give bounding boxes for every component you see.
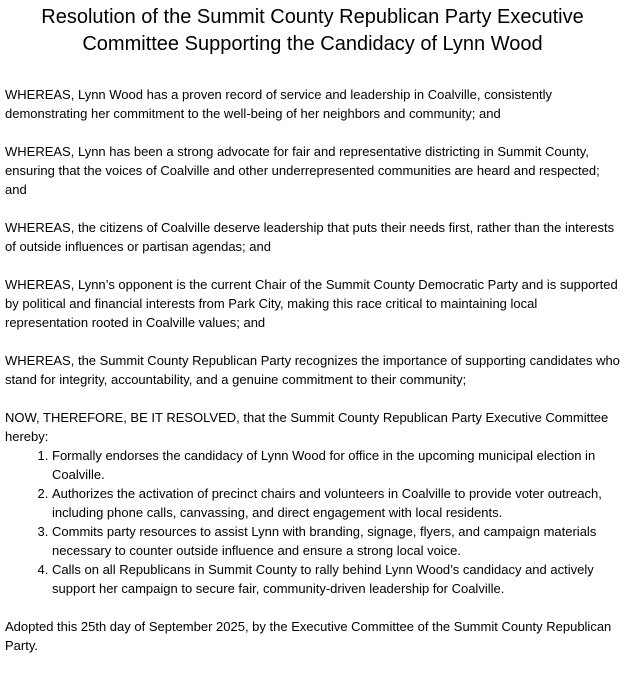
resolution-item-3: 3. Commits party resources to assist Lynn with branding, signage, flyers, and campaign materials necessary to counter outside influence and ensure a strong local voice. [52,522,620,560]
whereas-clause-5: WHEREAS, the Summit County Republican Party recognizes the importance of supporting candidates who stand for integrity, accountability, and a genuine commitment to their community; [5,353,620,387]
whereas-clause-3: WHEREAS, the citizens of Coalville deserve leadership that puts their needs first, rather than the interests of outside influences or partisan agendas; and [5,220,615,254]
resolution-item-1: 1. Formally endorses the candidacy of Lynn Wood for office in the upcoming municipal election in Coalville. [52,446,620,484]
whereas-clause-4: WHEREAS, Lynn’s opponent is the current Chair of the Summit County Democratic Party and is supported by political and financial interests from Park City, making this race critical to maintaining local representation rooted in Coalville values; and [5,277,618,330]
resolved-intro: NOW, THEREFORE, BE IT RESOLVED, that the Summit County Republican Party Executive Committee hereby: [5,410,609,444]
document-body [5,85,620,655]
adoption-statement: Adopted this 25th day of September 2025, by the Executive Committee of the Summit County Republican Party. [5,619,612,653]
resolution-list [5,446,620,598]
resolution-item-2: 2. Authorizes the activation of precinct chairs and volunteers in Coalville to provide voter outreach, including phone calls, canvassing, and direct engagement with local residents. [52,484,620,522]
resolution-item-4: 4. Calls on all Republicans in Summit County to rally behind Lynn Wood’s candidacy and actively support her campaign to secure fair, community-driven leadership for Coalville. [52,560,620,598]
whereas-clause-1: WHEREAS, Lynn Wood has a proven record of service and leadership in Coalville, consistently demonstrating her commitment to the well-being of her neighbors and community; and [5,87,552,121]
document-title: Resolution of the Summit County Republican Party Executive Committee Supporting the Candidacy of Lynn Wood [41,6,584,55]
whereas-clause-2: WHEREAS, Lynn has been a strong advocate for fair and representative districting in Summit County, ensuring that the voices of Coalville and other underrepresented communities are heard and respected; and [5,144,600,197]
